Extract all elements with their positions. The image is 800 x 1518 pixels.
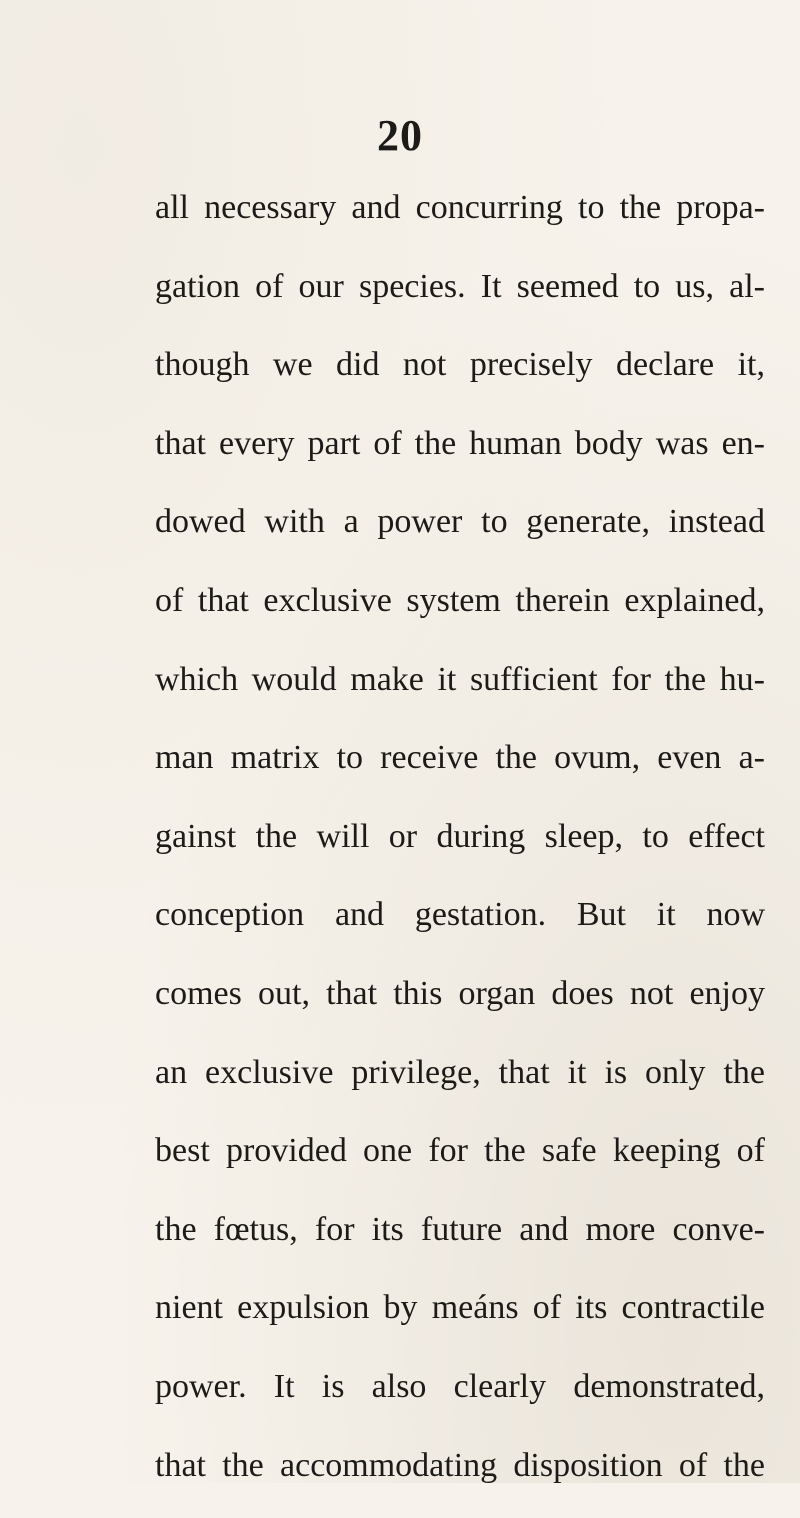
page-number: 20 [0,110,800,161]
text-line: though we did not precisely declare it, [155,339,765,418]
text-line: which would make it sufficient for the hu- [155,654,765,733]
text-line: power. It is also clearly demonstrated, [155,1361,765,1440]
text-line: gainst the will or during sleep, to effect [155,811,765,890]
text-line: gation of our species. It seemed to us, al- [155,261,765,340]
text-line: the fœtus, for its future and more conve- [155,1204,765,1283]
text-line: that every part of the human body was en- [155,418,765,497]
text-line: all necessary and concurring to the propa- [155,182,765,261]
text-line: comes out, that this organ does not enjoy [155,968,765,1047]
text-line: man matrix to receive the ovum, even a- [155,732,765,811]
body-text [155,182,765,1518]
text-line: that the accommodating disposition of the [155,1440,765,1518]
text-line: best provided one for the safe keeping of [155,1125,765,1204]
text-line: conception and gestation. But it now [155,889,765,968]
text-line: dowed with a power to generate, instead [155,496,765,575]
text-line: an exclusive privilege, that it is only the [155,1047,765,1126]
text-line: of that exclusive system therein explained, [155,575,765,654]
text-line: nient expulsion by meáns of its contractile [155,1282,765,1361]
